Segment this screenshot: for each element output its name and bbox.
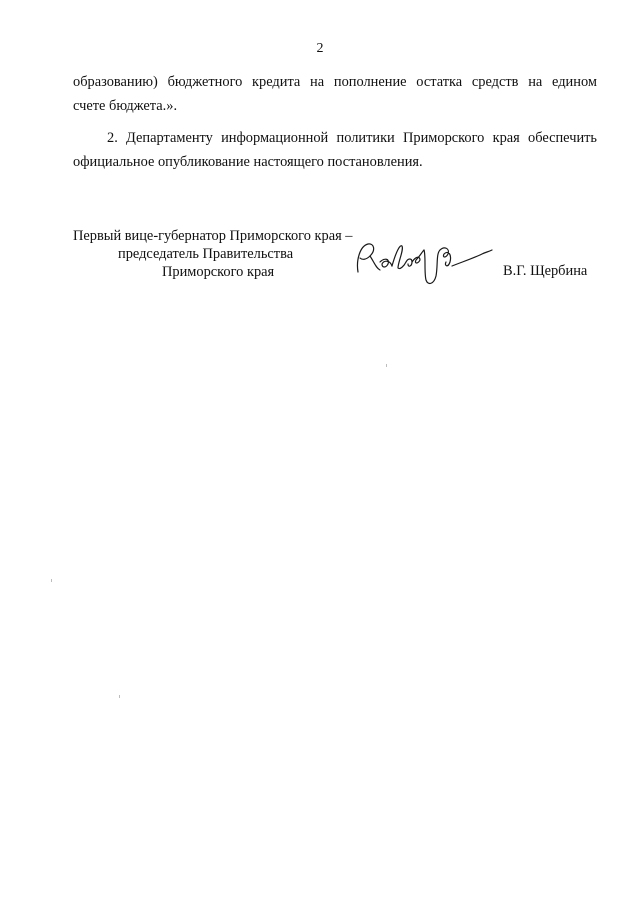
paragraph-1-line-2: счете бюджета.». [73, 98, 178, 114]
scan-speck [119, 695, 120, 698]
scan-speck [51, 579, 52, 582]
handwritten-signature [350, 232, 510, 292]
signatory-title-line-3: Приморского края [162, 264, 275, 280]
page-number: 2 [316, 41, 324, 56]
signatory-title-line-1: Первый вице-губернатор Приморского края – [73, 228, 353, 244]
signer-name: В.Г. Щербина [503, 263, 588, 279]
paragraph-1-line-1: образованию) бюджетного кредита на пополнение остатка средств на едином [73, 74, 597, 90]
paragraph-2: 2. Департаменту информационной политики Приморского края обеспечить официальное опубликование настоящего постановления. [73, 130, 597, 170]
scan-speck [386, 364, 387, 367]
signatory-title-line-2: председатель Правительства [118, 246, 294, 262]
